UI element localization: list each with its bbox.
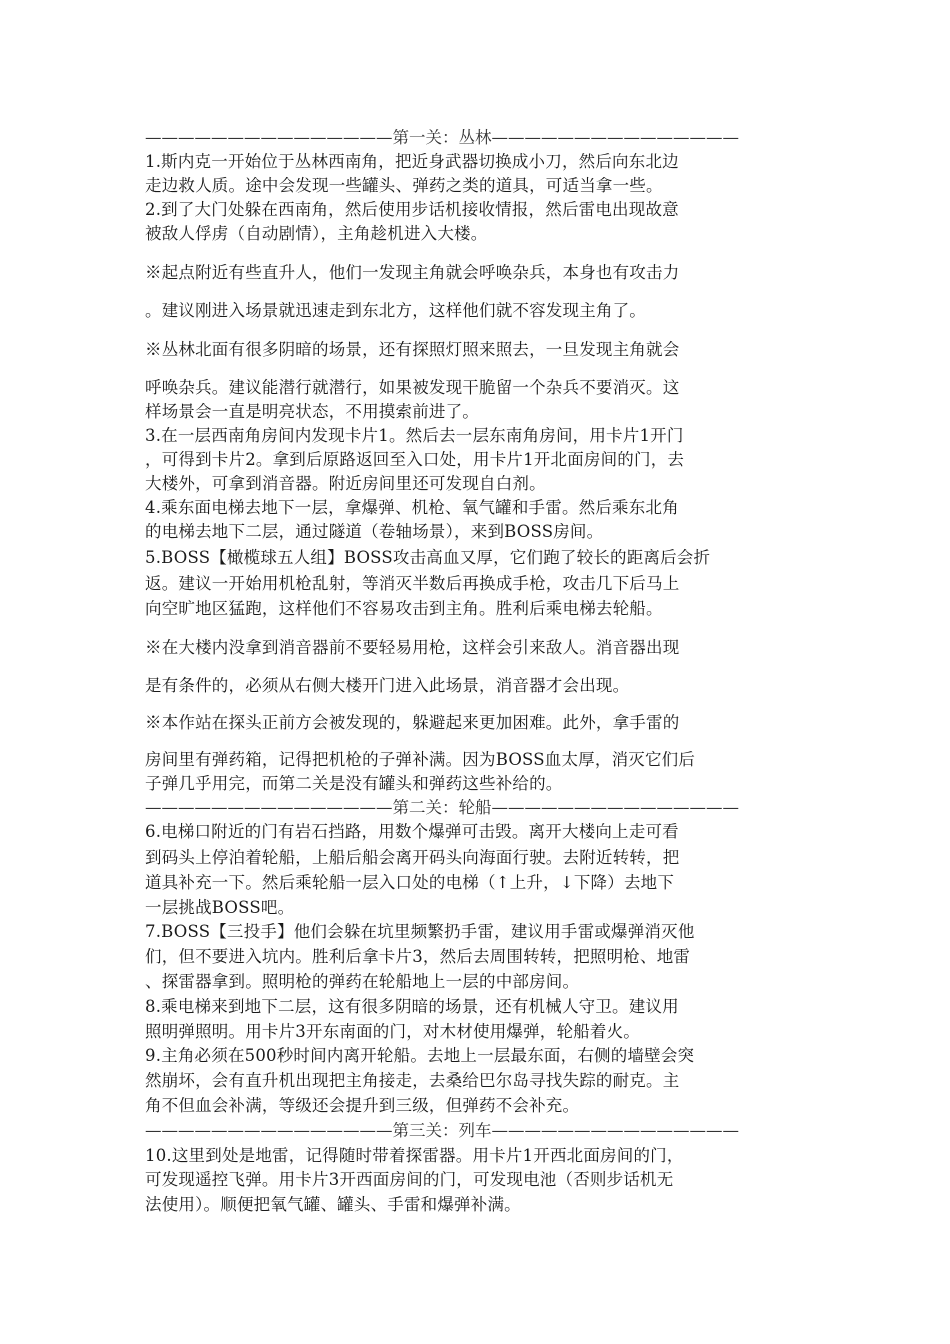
- note-line: 呼唤杂兵。建议能潜行就潜行，如果被发现干脆留一个杂兵不要消灭。这: [145, 378, 680, 397]
- paragraph-line: 然崩坏，会有直升机出现把主角接走，去桑给巴尔岛寻找失踪的耐克。主: [145, 1071, 680, 1090]
- note-line: 。建议刚进入场景就迅速走到东北方，这样他们就不容发现主角了。: [145, 301, 646, 320]
- section-divider-stage3: ———————————————第三关：列车———————————————: [145, 1121, 739, 1140]
- note-line: 子弹几乎用完，而第二关是没有罐头和弹药这些补给的。: [145, 774, 563, 793]
- note-line: ※在大楼内没拿到消音器前不要轻易用枪，这样会引来敌人。消音器出现: [145, 638, 680, 657]
- paragraph-line: 2.到了大门处躲在西南角，然后使用步话机接收情报，然后雷电出现故意: [145, 200, 679, 219]
- paragraph-line: 6.电梯口附近的门有岩石挡路，用数个爆弹可击毁。离开大楼向上走可看: [145, 822, 679, 841]
- paragraph-line: 10.这里到处是地雷，记得随时带着探雷器。用卡片1开西北面房间的门，: [145, 1146, 684, 1165]
- paragraph-line: 走边救人质。途中会发现一些罐头、弹药之类的道具，可适当拿一些。: [145, 176, 663, 195]
- paragraph-line: 道具补充一下。然后乘轮船一层入口处的电梯（↑上升，↓下降）去地下: [145, 873, 675, 892]
- section-divider-stage2: ———————————————第二关：轮船———————————————: [145, 798, 739, 817]
- paragraph-line: 一层挑战BOSS吧。: [145, 898, 295, 917]
- paragraph-line: 7.BOSS【三投手】他们会躲在坑里频繁扔手雷，建议用手雷或爆弹消灭他: [145, 922, 695, 941]
- paragraph-line: 的电梯去地下二层，通过隧道（卷轴场景），来到BOSS房间。: [145, 522, 604, 541]
- note-line: 样场景会一直是明亮状态，不用摸索前进了。: [145, 402, 479, 421]
- paragraph-line: 向空旷地区猛跑，这样他们不容易攻击到主角。胜利后乘电梯去轮船。: [145, 599, 663, 618]
- paragraph-line: 角不但血会补满，等级还会提升到三级，但弹药不会补充。: [145, 1096, 580, 1115]
- paragraph-line: 大楼外，可拿到消音器。附近房间里还可发现自白剂。: [145, 474, 546, 493]
- paragraph-line: 被敌人俘虏（自动剧情），主角趁机进入大楼。: [145, 224, 488, 243]
- paragraph-line: 4.乘东面电梯去地下一层，拿爆弹、机枪、氧气罐和手雷。然后乘东北角: [145, 498, 679, 517]
- paragraph-line: 到码头上停泊着轮船，上船后船会离开码头向海面行驶。去附近转转，把: [145, 848, 680, 867]
- paragraph-line: 5.BOSS【橄榄球五人组】BOSS攻击高血又厚，它们跑了较长的距离后会折: [145, 548, 711, 567]
- paragraph-line: 返。建议一开始用机枪乱射，等消灭半数后再换成手枪，攻击几下后马上: [145, 574, 680, 593]
- note-line: ※本作站在探头正前方会被发现的，躲避起来更加困难。此外，拿手雷的: [145, 713, 680, 732]
- paragraph-line: 、探雷器拿到。照明枪的弹药在轮船地上一层的中部房间。: [145, 972, 580, 991]
- paragraph-line: 3.在一层西南角房间内发现卡片1。然后去一层东南角房间，用卡片1开门: [145, 426, 684, 445]
- paragraph-line: 1.斯内克一开始位于丛林西南角，把近身武器切换成小刀，然后向东北边: [145, 152, 679, 171]
- paragraph-line: 可发现遥控飞弹。用卡片3开西面房间的门，可发现电池（否则步话机无: [145, 1170, 674, 1189]
- paragraph-line: 们，但不要进入坑内。胜利后拿卡片3，然后去周围转转，把照明枪、地雷: [145, 947, 691, 966]
- note-line: ※起点附近有些直升人，他们一发现主角就会呼唤杂兵，本身也有攻击力: [145, 263, 680, 282]
- section-divider-stage1: ———————————————第一关：丛林———————————————: [145, 128, 739, 147]
- paragraph-line: 9.主角必须在500秒时间内离开轮船。去地上一层最东面，右侧的墙壁会突: [145, 1046, 695, 1065]
- paragraph-line: 照明弹照明。用卡片3开东南面的门，对木材使用爆弹，轮船着火。: [145, 1022, 640, 1041]
- note-line: 房间里有弹药箱，记得把机枪的子弹补满。因为BOSS血太厚，消灭它们后: [145, 750, 696, 769]
- paragraph-line: 法使用）。顺便把氧气罐、罐头、手雷和爆弹补满。: [145, 1195, 521, 1214]
- note-line: ※丛林北面有很多阴暗的场景，还有探照灯照来照去，一旦发现主角就会: [145, 340, 680, 359]
- paragraph-line: 8.乘电梯来到地下二层，这有很多阴暗的场景，还有机械人守卫。建议用: [145, 997, 679, 1016]
- paragraph-line: ，可得到卡片2。拿到后原路返回至入口处，用卡片1开北面房间的门，去: [145, 450, 685, 469]
- note-line: 是有条件的，必须从右侧大楼开门进入此场景，消音器才会出现。: [145, 676, 630, 695]
